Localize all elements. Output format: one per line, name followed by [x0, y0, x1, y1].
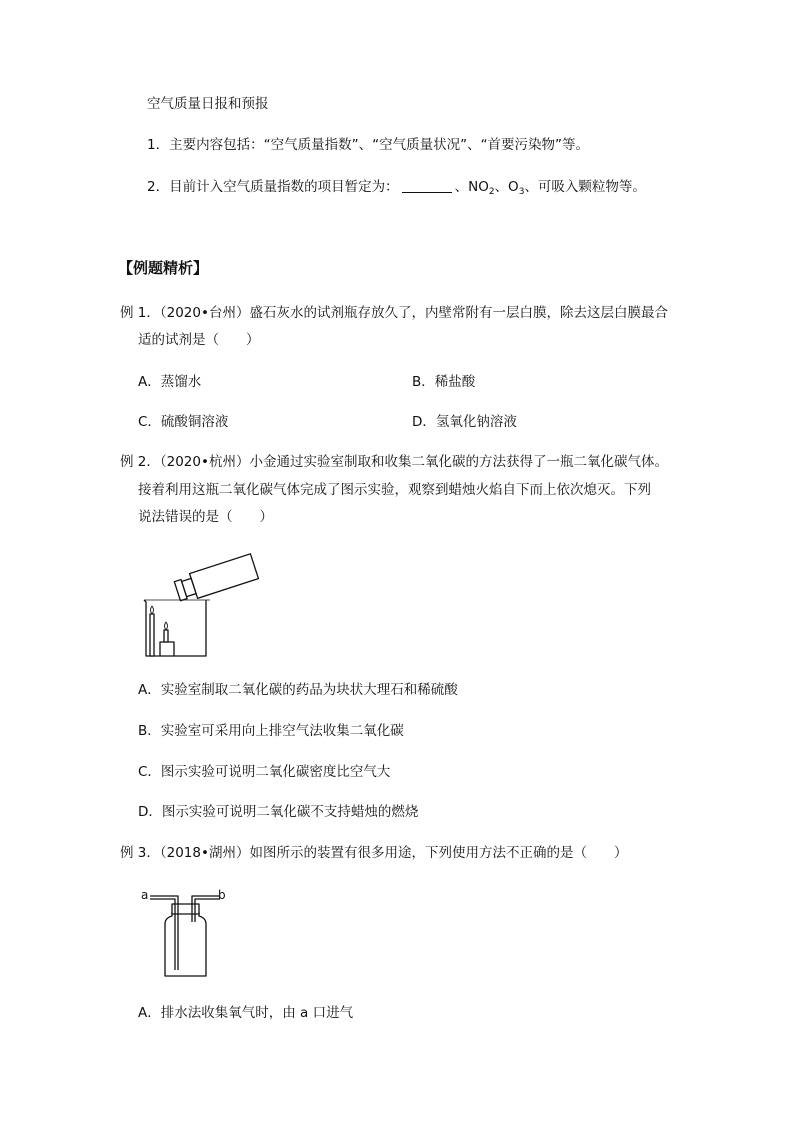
example2-line3: 说法错误的是（ ）: [138, 509, 273, 525]
o3-subscript: 3: [518, 187, 525, 197]
section-title: 空气质量日报和预报: [147, 96, 269, 112]
port-label-a: a: [141, 888, 149, 902]
o3-text: 、O: [494, 179, 519, 195]
example1-option-a: A．蒸馏水: [138, 374, 202, 390]
example1-option-d: D．氢氧化钠溶液: [412, 414, 517, 430]
example3-option-a: A．排水法收集氧气时，由 a 口进气: [138, 1005, 354, 1021]
answer-blank: [402, 180, 452, 193]
example2-line2: 接着利用这瓶二氧化碳气体完成了图示实验，观察到蜡烛火焰自下而上依次熄灭。下列: [138, 482, 651, 498]
example3-line1: 例 3．（2018•湖州）如图所示的装置有很多用途，下列使用方法不正确的是（ ）: [120, 845, 628, 861]
port-label-b: b: [218, 888, 226, 902]
example1-line2: 适的试剂是（ ）: [138, 332, 260, 348]
example1-line1: 例 1．（2020•台州）盛石灰水的试剂瓶存放久了，内壁常附有一层白膜，除去这层白膜最合: [120, 305, 668, 321]
gas-bottle: [165, 912, 206, 976]
candle-tall: [150, 614, 154, 656]
intro-item-1: 1．主要内容包括：“空气质量指数”、“空气质量状况”、“首要污染物”等。: [147, 137, 590, 153]
example2-option-a: A．实验室制取二氧化碳的药品为块状大理石和稀硫酸: [138, 682, 458, 698]
no2-subscript: 2: [488, 187, 495, 197]
example2-option-c: C．图示实验可说明二氧化碳密度比空气大: [138, 764, 391, 780]
flame-tall: [151, 606, 154, 614]
example2-option-d: D．图示实验可说明二氧化碳不支持蜡烛的燃烧: [138, 804, 419, 820]
examples-heading: 【例题精析】: [118, 259, 209, 277]
example2-option-b: B．实验室可采用向上排空气法收集二氧化碳: [138, 723, 404, 739]
candle-short: [164, 630, 168, 642]
intro-item-2-prefix: 2．目前计入空气质量指数的项目暂定为：: [147, 179, 399, 195]
example2-line1: 例 2．（2020•杭州）小金通过实验室制取和收集二氧化碳的方法获得了一瓶二氧化碳气体。: [120, 454, 668, 470]
example1-option-b: B．稀盐酸: [412, 374, 476, 390]
intro-item-2: [147, 180, 646, 195]
candle-beaker-figure: [140, 548, 270, 660]
flame-short: [165, 622, 168, 630]
co2-bottle: [190, 554, 259, 599]
gas-bottle-figure: [150, 888, 220, 980]
example1-option-c: C．硫酸铜溶液: [138, 414, 229, 430]
intro-item-2-suffix: 、可吸入颗粒物等。: [524, 179, 646, 195]
no2-text: 、NO: [454, 179, 489, 195]
